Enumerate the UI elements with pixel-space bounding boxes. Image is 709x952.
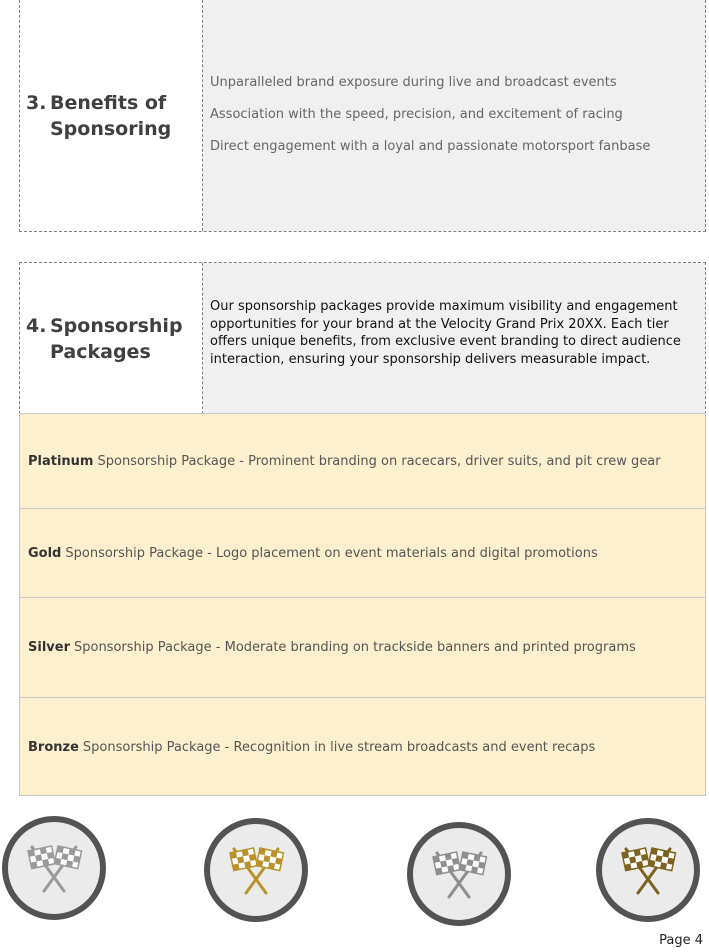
- section-packages: [19, 262, 706, 414]
- package-row-platinum: [20, 414, 705, 509]
- package-tier: Platinum: [28, 453, 94, 469]
- packages-intro: Our sponsorship packages provide maximum visibility and engagement opportunities for your brand at the Velocity Grand Prix 20XX. Each tier offers unique benefits, from exclusive event branding to direct audience interaction, ensuring your sponsorship delivers measurable impact.: [203, 263, 705, 414]
- package-tier: Silver: [28, 640, 70, 655]
- page-number: Page 4: [659, 933, 703, 948]
- badge-bronze: [596, 818, 700, 922]
- package-description: Sponsorship Package - Moderate branding on trackside banners and printed programs: [73, 640, 636, 655]
- section-title: Sponsorship Packages: [50, 314, 183, 363]
- package-description: Sponsorship Package - Recognition in live stream broadcasts and event recaps: [82, 739, 596, 755]
- package-tier: Bronze: [28, 739, 79, 755]
- package-description: Sponsorship Package - Prominent branding on racecars, driver suits, and pit crew gear: [97, 453, 661, 469]
- checkered-flags-icon: [224, 845, 288, 895]
- section-heading-cell: [20, 0, 203, 231]
- package-description: Sponsorship Package - Logo placement on event materials and digital promotions: [65, 545, 598, 561]
- badge-platinum: [2, 816, 106, 920]
- badge-gold: [204, 818, 308, 922]
- benefits-list: [203, 0, 705, 231]
- section-heading-cell: [20, 263, 203, 414]
- package-row-silver: [20, 598, 705, 698]
- section-benefits: [19, 0, 706, 232]
- section-title: Benefits of Sponsoring: [50, 91, 172, 140]
- section-heading: [26, 313, 183, 365]
- package-tier: Gold: [28, 545, 62, 561]
- benefit-item: Unparalleled brand exposure during live and broadcast events: [210, 75, 617, 90]
- badge-silver: [407, 822, 511, 926]
- section-number: 3.: [26, 91, 47, 114]
- benefit-item: Direct engagement with a loyal and passionate motorsport fanbase: [210, 139, 651, 154]
- checkered-flags-icon: [616, 845, 680, 895]
- packages-table: [19, 413, 706, 796]
- benefit-item: Association with the speed, precision, and excitement of racing: [210, 107, 623, 122]
- checkered-flags-icon: [427, 849, 491, 899]
- section-number: 4.: [26, 314, 47, 337]
- section-heading: [26, 90, 170, 142]
- package-row-bronze: [20, 698, 705, 796]
- checkered-flags-icon: [22, 843, 86, 893]
- package-row-gold: [20, 509, 705, 598]
